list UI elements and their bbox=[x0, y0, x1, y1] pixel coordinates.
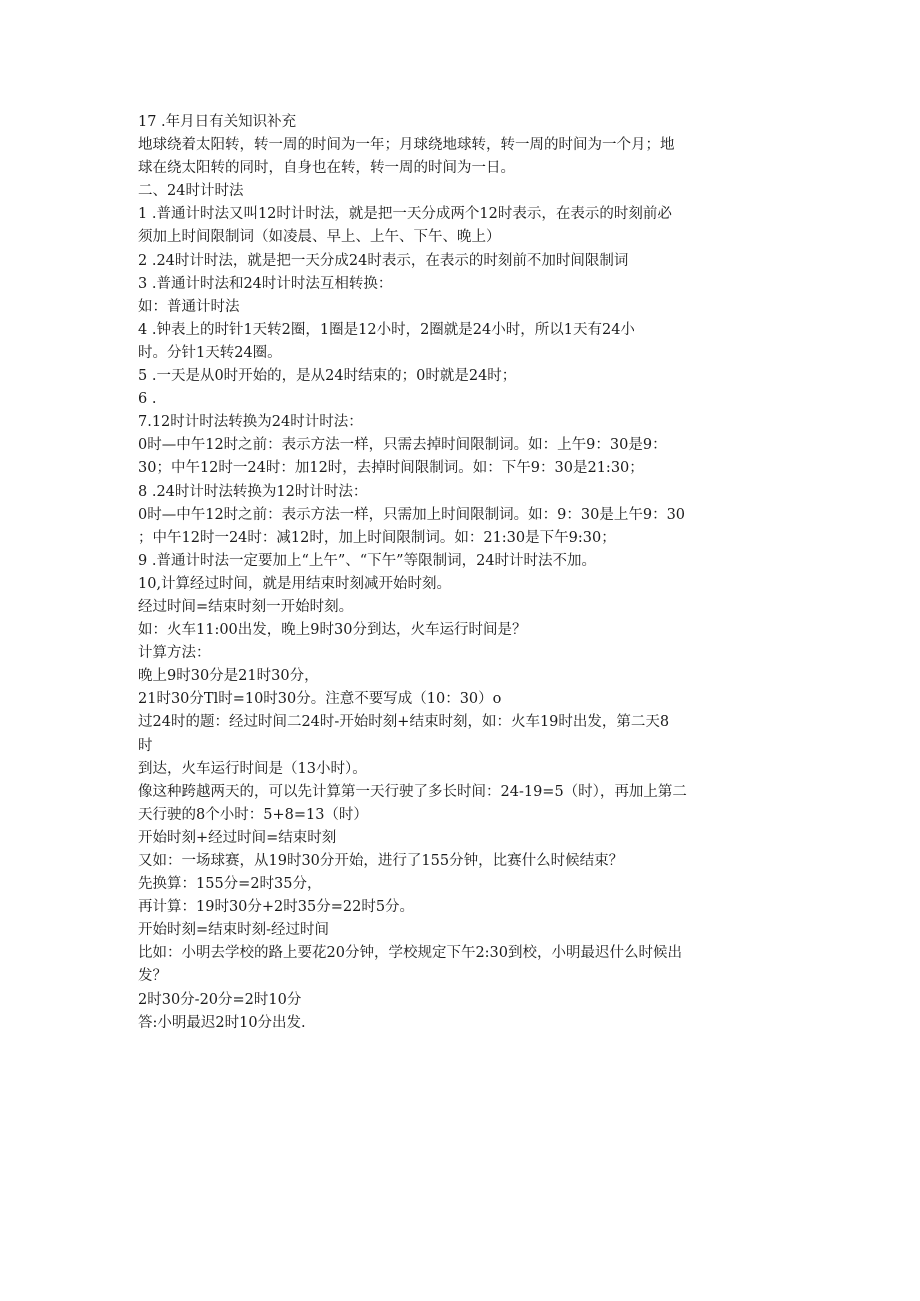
paragraph-line: 像这种跨越两天的，可以先计算第一天行驶了多长时间：24-19=5（时），再加上第二 bbox=[138, 783, 687, 800]
paragraph-line: 21时30分Tl时=10时30分。注意不要写成（10：30）o bbox=[138, 691, 502, 708]
paragraph-line: 如：火车11:00出发，晚上9时30分到达，火车运行时间是？ bbox=[138, 622, 527, 639]
section-heading-17: 17 .年月日有关知识补充 bbox=[138, 114, 297, 130]
paragraph-line: 发？ bbox=[138, 968, 167, 985]
section-heading-24h: 二、24时计时法 bbox=[138, 183, 244, 200]
paragraph-line: 过24时的题：经过时间二24时-开始时刻+结束时刻，如：火车19时出发，第二天8 bbox=[138, 714, 670, 731]
paragraph-line: 又如：一场球赛，从19时30分开始，进行了155分钟，比赛什么时候结束？ bbox=[138, 853, 624, 869]
paragraph-line: 5 .一天是从0时开始的，是从24时结束的；0时就是24时； bbox=[138, 368, 517, 385]
paragraph-line: 4 .钟表上的时针1天转2圈，1圈是12小时，2圈就是24小时，所以1天有24小 bbox=[138, 321, 635, 338]
paragraph-line: 1 .普通计时法又叫12时计时法，就是把一天分成两个12时表示，在表示的时刻前必 bbox=[138, 206, 672, 223]
paragraph-line: 计算方法： bbox=[138, 645, 211, 662]
paragraph-line: 须加上时间限制词（如凌晨、早上、上午、下午、晚上） bbox=[138, 229, 501, 246]
paragraph-line: 晚上9时30分是21时30分， bbox=[138, 668, 319, 685]
paragraph-line: 10,计算经过时间，就是用结束时刻减开始时刻。 bbox=[138, 575, 452, 592]
paragraph-line: 0时—中午12时之前：表示方法一样，只需去掉时间限制词。如：上午9：30是9： bbox=[138, 437, 667, 454]
paragraph-line: 如：普通计时法 bbox=[138, 298, 240, 315]
paragraph-line: 到达，火车运行时间是（13小时）。 bbox=[138, 760, 367, 777]
answer-line: 答:小明最迟2时10分出发. bbox=[138, 1014, 306, 1031]
document-body bbox=[138, 111, 778, 1035]
formula-line: 开始时刻=结束时刻-经过时间 bbox=[138, 922, 330, 939]
paragraph-line: 地球绕着太阳转，转一周的时间为一年；月球绕地球转，转一周的时间为一个月；地 bbox=[138, 137, 675, 154]
paragraph-line: 30；中午12时一24时：加12时，去掉时间限制词。如：下午9：30是21:30； bbox=[138, 460, 644, 477]
paragraph-line: 再计算：19时30分+2时35分=22时5分。 bbox=[138, 899, 415, 916]
paragraph-line: 2时30分-20分=2时10分 bbox=[138, 991, 302, 1008]
paragraph-line: 比如：小明去学校的路上要花20分钟，学校规定下午2:30到校，小明最迟什么时候出 bbox=[138, 945, 683, 962]
paragraph-line: 2 .24时计时法，就是把一天分成24时表示，在表示的时刻前不加时间限制词 bbox=[138, 252, 629, 269]
paragraph-line: 3 .普通计时法和24时计时法互相转换： bbox=[138, 275, 393, 292]
formula-line: 经过时间=结束时刻一开始时刻。 bbox=[138, 598, 354, 615]
paragraph-line: 时。分针1天转24圈。 bbox=[138, 344, 282, 361]
paragraph-line: ；中午12时一24时：减12时，加上时间限制词。如：21:30是下午9:30； bbox=[138, 529, 616, 546]
formula-line: 开始时刻+经过时间=结束时刻 bbox=[138, 829, 337, 846]
paragraph-line: 球在绕太阳转的同时，自身也在转，转一周的时间为一日。 bbox=[138, 160, 515, 177]
paragraph-line: 0时—中午12时之前：表示方法一样，只需加上时间限制词。如：9：30是上午9：30 bbox=[138, 506, 686, 523]
paragraph-line: 先换算：155分=2时35分， bbox=[138, 876, 322, 893]
paragraph-line: 7.12时计时法转换为24时计时法： bbox=[138, 414, 363, 431]
paragraph-line: 8 .24时计时法转换为12时计时法： bbox=[138, 483, 368, 500]
paragraph-line: 天行驶的8个小时：5+8=13（时） bbox=[138, 806, 368, 823]
paragraph-line: 9 .普通计时法一定要加上“上午”、“下午”等限制词，24时计时法不加。 bbox=[138, 552, 597, 569]
paragraph-line: 时 bbox=[138, 737, 153, 754]
paragraph-line: 6 . bbox=[138, 391, 157, 408]
